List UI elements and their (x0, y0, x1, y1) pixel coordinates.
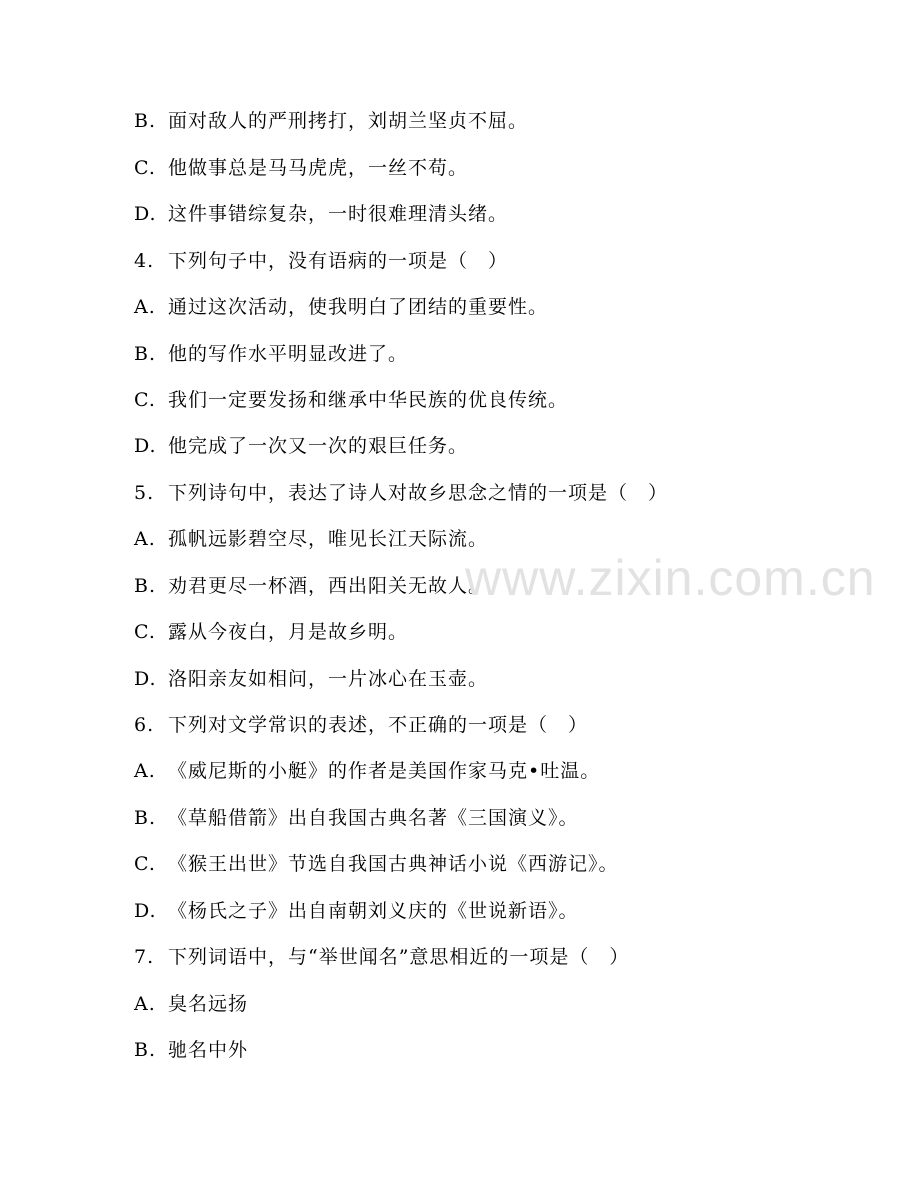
option-line (134, 385, 568, 415)
question-text: 下列句子中，没有语病的一项是（ ） (168, 250, 509, 272)
question-line (134, 246, 508, 276)
option-text: 他完成了一次又一次的艰巨任务。 (168, 435, 469, 457)
option-letter: B. (134, 343, 157, 365)
option-text: 通过这次活动，使我明白了团结的重要性。 (168, 296, 549, 318)
option-letter: B. (134, 1039, 157, 1061)
option-letter: D. (134, 668, 157, 690)
option-letter: A. (134, 993, 156, 1015)
watermark: www.zixin.com.cn (465, 550, 876, 606)
option-line (134, 989, 248, 1019)
question-text: 下列诗句中，表达了诗人对故乡思念之情的一项是（ ） (168, 482, 669, 504)
option-line (134, 106, 528, 136)
option-letter: D. (134, 203, 157, 225)
option-text: 洛阳亲友如相问，一片冰心在玉壶。 (168, 668, 489, 690)
option-text: 《猴王出世》节选自我国古典神话小说《西游记》。 (168, 853, 619, 875)
option-letter: C. (134, 621, 156, 643)
option-letter: B. (134, 110, 157, 132)
option-text: 露从今夜白，月是故乡明。 (168, 621, 409, 643)
question-line (134, 942, 629, 972)
question-text: 下列对文学常识的表述，不正确的一项是（ ） (168, 714, 589, 736)
option-letter: A. (134, 528, 156, 550)
option-line (134, 756, 600, 786)
option-text: 驰名中外 (168, 1039, 249, 1061)
option-line (134, 849, 619, 879)
option-line (134, 199, 508, 229)
option-letter: A. (134, 296, 156, 318)
option-text: 他的写作水平明显改进了。 (168, 343, 409, 365)
option-line (134, 803, 579, 833)
question-line (134, 710, 588, 740)
question-line (134, 478, 668, 508)
option-text: 我们一定要发扬和继承中华民族的优良传统。 (168, 389, 569, 411)
option-text: 劝君更尽一杯酒，西出阳关无故人。 (168, 575, 489, 597)
option-letter: C. (134, 853, 156, 875)
option-letter: B. (134, 575, 157, 597)
option-line (134, 153, 468, 183)
option-text: 《威尼斯的小艇》的作者是美国作家马克•吐温。 (168, 760, 601, 782)
option-line (134, 896, 579, 926)
option-line (134, 1035, 248, 1065)
question-number: 7. (134, 946, 155, 968)
option-text: 《杨氏之子》出自南朝刘义庆的《世说新语》。 (168, 900, 579, 922)
question-number: 6. (134, 714, 155, 736)
option-text: 《草船借箭》出自我国古典名著《三国演义》。 (168, 807, 579, 829)
question-number: 4. (134, 250, 155, 272)
option-letter: A. (134, 760, 156, 782)
option-line (134, 617, 408, 647)
question-number: 5. (134, 482, 155, 504)
option-line (134, 571, 488, 601)
option-letter: C. (134, 157, 156, 179)
option-text: 他做事总是马马虎虎，一丝不苟。 (168, 157, 469, 179)
question-text: 下列词语中，与“举世闻名”意思相近的一项是（ ） (168, 946, 630, 968)
option-line (134, 524, 488, 554)
option-letter: B. (134, 807, 157, 829)
option-line (134, 339, 408, 369)
option-line (134, 292, 548, 322)
option-line (134, 664, 488, 694)
option-text: 这件事错综复杂，一时很难理清头绪。 (168, 203, 509, 225)
option-letter: C. (134, 389, 156, 411)
option-letter: D. (134, 900, 157, 922)
option-letter: D. (134, 435, 157, 457)
option-line (134, 431, 468, 461)
option-text: 臭名远扬 (168, 993, 249, 1015)
option-text: 孤帆远影碧空尽，唯见长江天际流。 (168, 528, 489, 550)
option-text: 面对敌人的严刑拷打，刘胡兰坚贞不屈。 (168, 110, 529, 132)
